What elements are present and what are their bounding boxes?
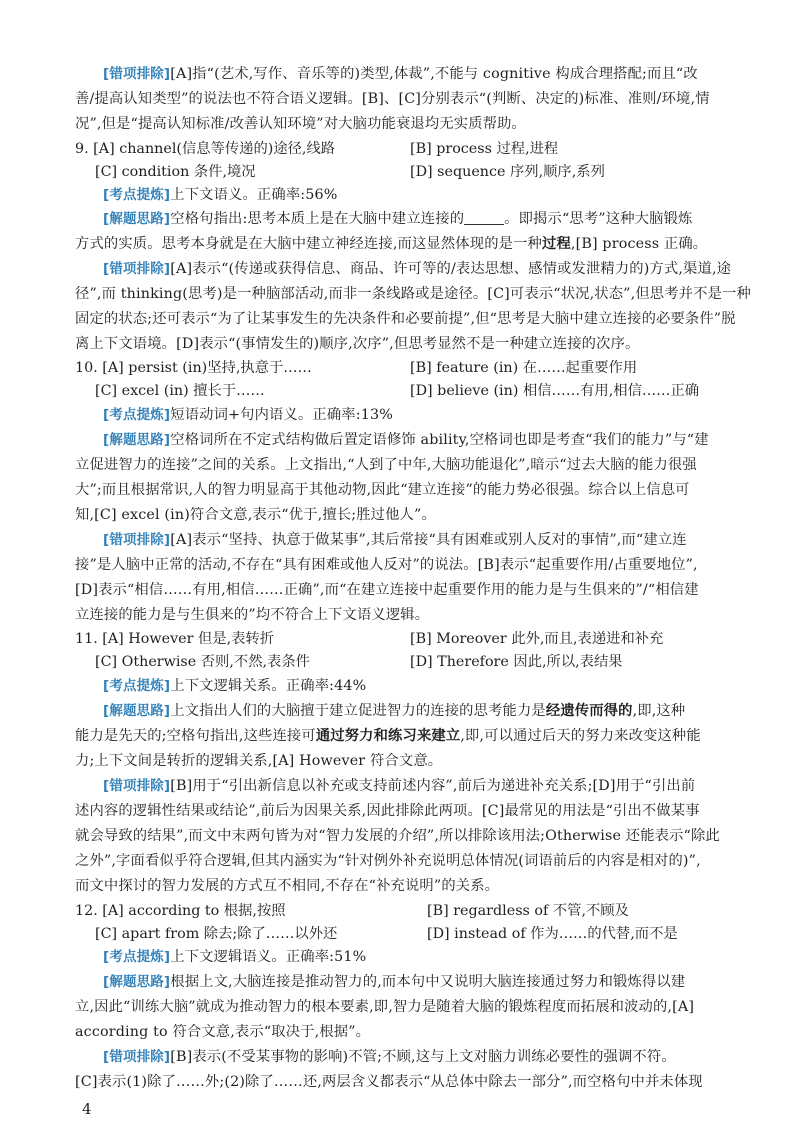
q11-point: [考点提炼]上下文逻辑关系。正确率:44%	[103, 678, 367, 694]
q12-solve-line-2: 立,因此“训练大脑”就成为推动智力的根本要素,即,智力是随着大脑的锻炼程度而拓展和波动的,[A]	[75, 999, 695, 1015]
q9-solve-line-1: [解题思路]空格句指出:思考本质上是在大脑中建立连接的 。即揭示“思考”这种大脑锻炼	[103, 211, 693, 227]
q10-error-line-1: [错项排除][A]表示“坚持、执意于做某事”,其后常接“具有困难或别人反对的事情”,而“建立连	[103, 532, 687, 548]
q10-option-c: [C] excel (in) 擅长于……	[95, 383, 265, 399]
q12-point: [考点提炼]上下文逻辑语义。正确率:51%	[103, 949, 367, 965]
q10-solve-line-4: 知,[C] excel (in)符合文意,表示“优于,擅长;胜过他人”。	[75, 507, 436, 523]
q9-option-b: [B] process 过程,进程	[410, 141, 559, 157]
q9-solve-line-2: 方式的实质。思考本身就是在大脑中建立神经连接,而这显然体现的是一种过程,[B] process 正确。	[75, 236, 708, 252]
q10-solve-line-3: 大”;而且根据常识,人的智力明显高于其他动物,因此“建立连接”的能力势必很强。综合以上信息可	[75, 482, 690, 498]
q9-options-row-1	[75, 138, 755, 160]
q11-error-line-2: 述内容的逻辑性结果或结论”,前后为因果关系,因此排除此两项。[C]最常见的用法是“引出不做某事	[75, 803, 700, 819]
q9-error-line-2: 径”,而 thinking(思考)是一种脑部活动,而非一条线路或是途径。[C]可表示“状况,状态”,但思考并不是一种	[75, 286, 751, 302]
q10-error-line-3: [D]表示“相信……有用,相信……正确”,而“在建立连接中起重要作用的能力是与生俱来的”/“相信建	[75, 582, 699, 598]
q11-option-a: 11. [A] However 但是,表转折	[75, 631, 275, 647]
error-tag: [错项排除]	[103, 66, 171, 82]
q11-error-line-5: 而文中探讨的智力发展的方式互不相同,不存在“补充说明”的关系。	[75, 878, 500, 894]
q11-option-b: [B] Moreover 此外,而且,表递进和补充	[410, 631, 664, 647]
q12-option-b: [B] regardless of 不管,不顾及	[427, 903, 629, 919]
q9-option-c: [C] condition 条件,境况	[95, 164, 256, 180]
q12-error-line-2: [C]表示(1)除了……外;(2)除了……还,两层含义都表示“从总体中除去一部分”,而空格句中并未体现	[75, 1074, 703, 1090]
q10-solve-line-2: 立促进智力的连接”之间的关系。上文指出,“人到了中年,大脑功能退化”,暗示“过去大脑的能力很强	[75, 457, 697, 473]
q12-solve-line-3: according to 符合文意,表示“取决于,根据”。	[75, 1024, 371, 1040]
q11-solve-line-2: 能力是先天的;空格句指出,这些连接可通过努力和练习来建立,即,可以通过后天的努力来改变这种能	[75, 728, 701, 744]
q12-solve-line-1: [解题思路]根据上文,大脑连接是推动智力的,而本句中又说明大脑连接通过努力和锻炼得以建	[103, 974, 686, 990]
q10-point: [考点提炼]短语动词+句内语义。正确率:13%	[103, 407, 393, 423]
q12-error-line-1: [错项排除][B]表示(不受某事物的影响)不管;不顾,这与上文对脑力训练必要性的强调不符。	[103, 1049, 676, 1065]
q10-option-b: [B] feature (in) 在……起重要作用	[410, 360, 638, 376]
q12-option-c: [C] apart from 除去;除了……以外还	[95, 926, 338, 942]
q11-option-c: [C] Otherwise 否则,不然,表条件	[95, 654, 310, 670]
q9-options-row-2	[75, 161, 755, 183]
q11-options-row-2	[75, 651, 755, 673]
q10-option-a: 10. [A] persist (in)坚持,执意于……	[75, 360, 312, 376]
answer-blank	[464, 209, 504, 225]
q9-error-line-1: [错项排除][A]表示“(传递或获得信息、商品、许可等的/表达思想、感情或发泄精力的)方式,渠道,途	[103, 261, 732, 277]
page-number: 4	[82, 1100, 92, 1118]
q10-error-line-4: 立连接的能力是与生俱来的”均不符合上下文语义逻辑。	[75, 607, 430, 623]
q9-error-line-3: 固定的状态;还可表示“为了让某事发生的先决条件和必要前提”,但“思考是大脑中建立连接的必要条件”脱	[75, 311, 736, 327]
q11-option-d: [D] Therefore 因此,所以,表结果	[410, 654, 623, 670]
q8-error-line-1: [错项排除][A]指“(艺术,写作、音乐等的)类型,体裁”,不能与 cognitive 构成合理搭配;而且“改	[103, 66, 698, 82]
q12-options-row-1	[75, 900, 755, 922]
q12-option-d: [D] instead of 作为……的代替,而不是	[427, 926, 678, 942]
q11-solve-line-1: [解题思路]上文指出人们的大脑擅于建立促进智力的连接的思考能力是经遗传而得的,即,这种	[103, 703, 686, 719]
q9-option-a: 9. [A] channel(信息等传递的)途径,线路	[75, 141, 336, 157]
q10-option-d: [D] believe (in) 相信……有用,相信……正确	[410, 383, 700, 399]
q12-options-row-2	[75, 923, 755, 945]
q11-options-row-1	[75, 628, 755, 650]
q12-option-a: 12. [A] according to 根据,按照	[75, 903, 286, 919]
q11-error-line-3: 就会导致的结果”,而文中末两句皆为对“智力发展的介绍”,所以排除该用法;Otherwise 还能表示“除此	[75, 828, 720, 844]
q9-error-line-4: 离上下文语境。[D]表示“(事情发生的)顺序,次序”,但思考显然不是一种建立连接的次序。	[75, 336, 640, 352]
q8-error-line-3: 况”,但是“提高认知标准/改善认知环境”对大脑功能衰退均无实质帮助。	[75, 116, 526, 132]
q11-error-line-4: 之外”,字面看似乎符合逻辑,但其内涵实为“针对例外补充说明总体情况(词语前后的内容是相对的)”,	[75, 853, 701, 869]
q10-error-line-2: 接”是人脑中正常的活动,不存在“具有困难或他人反对”的说法。[B]表示“起重要作用/占重要地位”,	[75, 557, 698, 573]
q11-solve-line-3: 力;上下文间是转折的逻辑关系,[A] However 符合文意。	[75, 753, 443, 769]
q10-solve-line-1: [解题思路]空格词所在不定式结构做后置定语修饰 ability,空格词也即是考查“我们的能力”与“建	[103, 432, 709, 448]
q9-point: [考点提炼]上下文语义。正确率:56%	[103, 187, 338, 203]
q10-options-row-2	[75, 380, 755, 402]
q9-option-d: [D] sequence 序列,顺序,系列	[410, 164, 605, 180]
q8-error-line-2: 善/提高认知类型”的说法也不符合语义逻辑。[B]、[C]分别表示“(判断、决定的)标准、准则/环境,情	[75, 91, 710, 107]
q10-options-row-1	[75, 357, 755, 379]
q11-error-line-1: [错项排除][B]用于“引出新信息以补充或支持前述内容”,前后为递进补充关系;[D]用于“引出前	[103, 778, 696, 794]
